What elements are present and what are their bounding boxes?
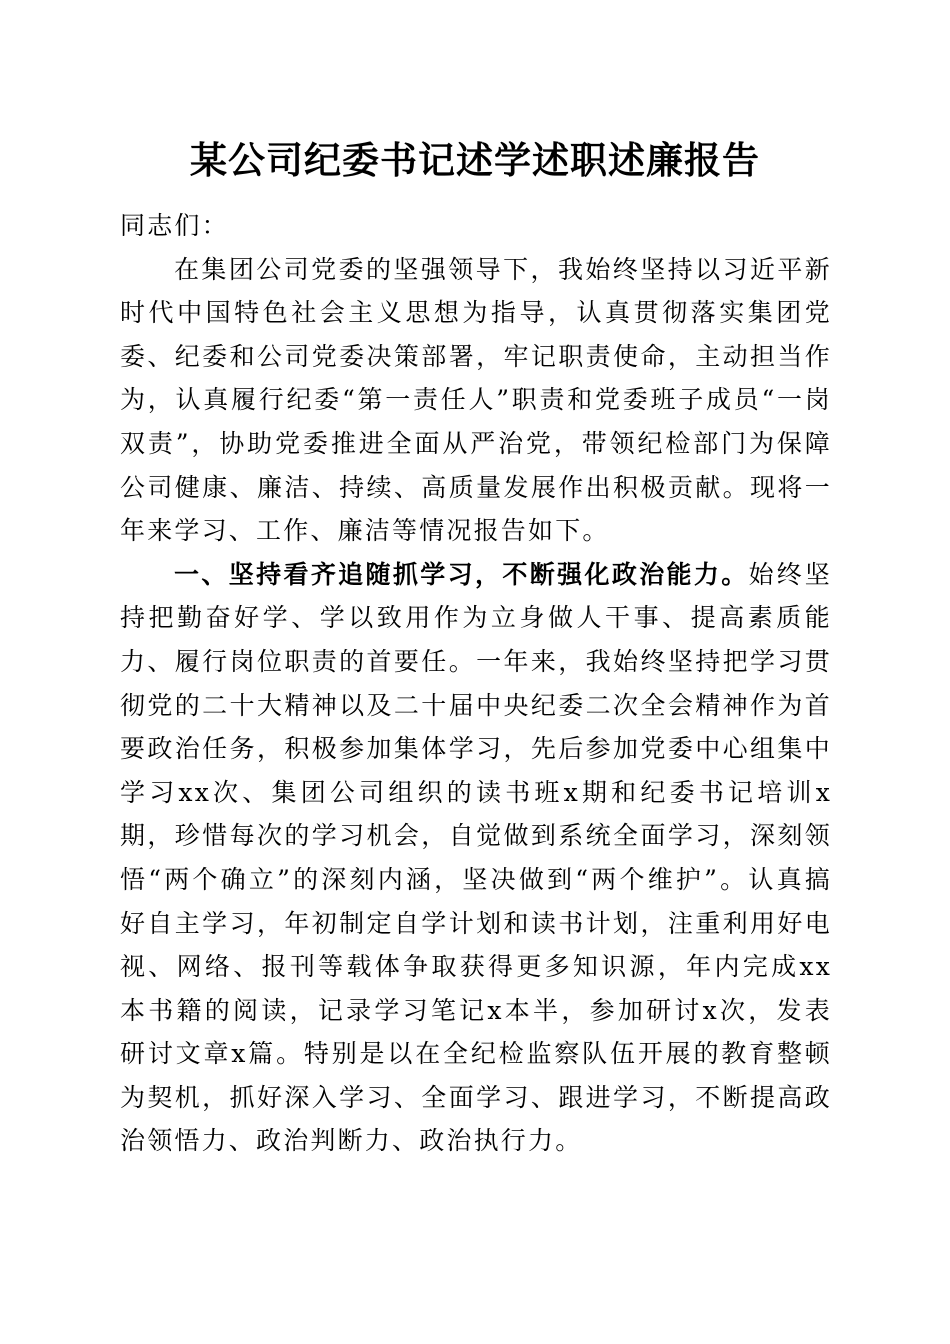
section-1-heading: 一、坚持看齐追随抓学习，不断强化政治能力。 (174, 559, 749, 589)
document-title: 某公司纪委书记述学述职述廉报告 (190, 138, 760, 182)
section-1-body: 始终坚持把勤奋好学、学以致用作为立身做人干事、提高素质能力、履行岗位职责的首要任。一年来，我始终坚持把学习贯彻党的二十大精神以及二十届中央纪委二次全会精神作为首要政治任务，积极参加集体学习，先后参加党委中心组集中学习xx次、集团公司组织的读书班x期和纪委书记培训x期，珍惜每次的学习机会，自觉做到系统全面学习，深刻领悟“两个确立”的深刻内涵，坚决做到“两个维护”。认真搞好自主学习，年初制定自学计划和读书计划，注重利用好电视、网络、报刊等载体争取获得更多知识源，年内完成xx本书籍的阅读，记录学习笔记x本半，参加研讨x次，发表研讨文章x篇。特别是以在全纪检监察队伍开展的教育整顿为契机，抓好深入学习、全面学习、跟进学习，不断提高政治领悟力、政治判断力、政治执行力。 (120, 559, 832, 1156)
document-body (120, 204, 832, 1163)
section-1-paragraph (120, 553, 832, 1163)
intro-paragraph: 在集团公司党委的坚强领导下，我始终坚持以习近平新时代中国特色社会主义思想为指导，认真贯彻落实集团党委、纪委和公司党委决策部署，牢记职责使命，主动担当作为，认真履行纪委“第一责任人”职责和党委班子成员“一岗双责”，协助党委推进全面从严治党，带领纪检部门为保障公司健康、廉洁、持续、高质量发展作出积极贡献。现将一年来学习、工作、廉洁等情况报告如下。 (120, 254, 832, 546)
salutation: 同志们： (120, 211, 229, 240)
